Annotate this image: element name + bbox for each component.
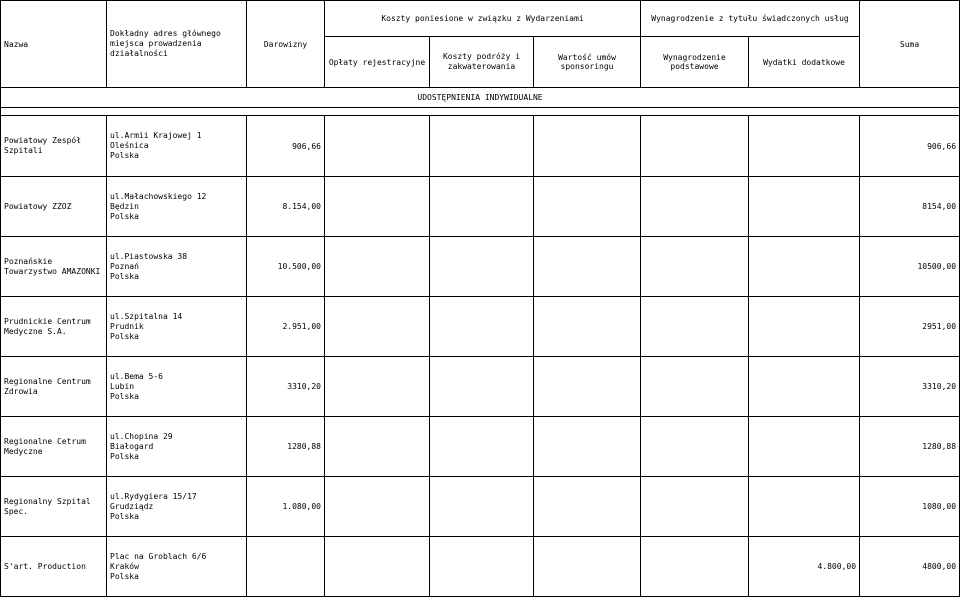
- wydatki-value: [749, 237, 860, 297]
- darowizny-value: [247, 537, 325, 597]
- address-street: ul.Rydygiera 15/17: [110, 491, 197, 501]
- header-koszty: Koszty poniesione w związku z Wydarzeniami: [325, 1, 641, 37]
- entity-name: S'art. Production: [1, 537, 107, 597]
- suma-value: 4800,00: [860, 537, 960, 597]
- entity-name: Poznańskie Towarzystwo AMAZONKI: [1, 237, 107, 297]
- darowizny-value: 1.080,00: [247, 477, 325, 537]
- entity-address: [107, 417, 247, 477]
- entity-name: Powiatowy Zespół Szpitali: [1, 116, 107, 177]
- address-street: ul.Szpitalna 14: [110, 311, 183, 321]
- address-city: Grudziądz: [110, 501, 154, 511]
- address-street: ul.Chopina 29: [110, 431, 173, 441]
- header-nazwa: Nazwa: [1, 1, 107, 88]
- entity-address: [107, 116, 247, 177]
- address-country: Polska: [110, 511, 139, 521]
- address-country: Polska: [110, 331, 139, 341]
- suma-value: 10500,00: [860, 237, 960, 297]
- entity-name: Regionalny Szpital Spec.: [1, 477, 107, 537]
- wydatki-value: [749, 477, 860, 537]
- address-country: Polska: [110, 151, 139, 160]
- address-country: Polska: [110, 391, 139, 401]
- entity-name: Regionalne Centrum Zdrowia: [1, 357, 107, 417]
- entity-address: [107, 357, 247, 417]
- header-adres: Dokładny adres głównego miejsca prowadzenia działalności: [107, 1, 247, 88]
- section-title: UDOSTĘPNIENIA INDYWIDUALNE: [1, 88, 960, 108]
- address-street: ul.Piastowska 38: [110, 251, 188, 261]
- header-wydatki: Wydatki dodatkowe: [749, 37, 860, 88]
- address-street: ul.Bema 5-6: [110, 371, 163, 381]
- address-city: Będzin: [110, 201, 139, 211]
- header-wynagrodzenie: Wynagrodzenie z tytułu świadczonych usług: [641, 1, 860, 37]
- entity-address: [107, 477, 247, 537]
- wydatki-value: 4.800,00: [749, 537, 860, 597]
- address-city: Poznań: [110, 261, 139, 271]
- suma-value: 3310,20: [860, 357, 960, 417]
- address-street: Plac na Groblach 6/6: [110, 551, 207, 561]
- table-row: [1, 297, 960, 357]
- suma-value: 2951,00: [860, 297, 960, 357]
- address-city: Lubin: [110, 381, 135, 391]
- address-city: Prudnik: [110, 321, 144, 331]
- darowizny-value: 2.951,00: [247, 297, 325, 357]
- header-suma: Suma: [860, 1, 960, 88]
- wydatki-value: [749, 297, 860, 357]
- address-street: ul.Armii Krajowej 1: [110, 131, 202, 140]
- address-country: Polska: [110, 271, 139, 281]
- entity-name: Regionalne Cetrum Medyczne: [1, 417, 107, 477]
- header-oplaty: Opłaty rejestracyjne: [325, 37, 430, 88]
- suma-value: 1080,00: [860, 477, 960, 537]
- spacer-row: [1, 108, 960, 116]
- wydatki-value: [749, 417, 860, 477]
- entity-name: Prudnickie Centrum Medyczne S.A.: [1, 297, 107, 357]
- address-city: Białogard: [110, 441, 154, 451]
- suma-value: 906,66: [860, 116, 960, 177]
- table-row: [1, 537, 960, 597]
- address-street: ul.Małachowskiego 12: [110, 191, 207, 201]
- address-country: Polska: [110, 451, 139, 461]
- darowizny-value: 3310,20: [247, 357, 325, 417]
- suma-value: 8154,00: [860, 177, 960, 237]
- wydatki-value: [749, 116, 860, 177]
- darowizny-value: 10.500,00: [247, 237, 325, 297]
- address-city: Kraków: [110, 561, 139, 571]
- darowizny-value: 1280,88: [247, 417, 325, 477]
- table-row: [1, 177, 960, 237]
- darowizny-value: 8.154,00: [247, 177, 325, 237]
- header-darowizny: Darowizny: [247, 1, 325, 88]
- entity-address: [107, 537, 247, 597]
- table-row: [1, 357, 960, 417]
- table-row: [1, 116, 960, 177]
- wydatki-value: [749, 357, 860, 417]
- entity-address: [107, 297, 247, 357]
- table-row: [1, 237, 960, 297]
- table-row: [1, 477, 960, 537]
- entity-name: Powiatowy ZZOZ: [1, 177, 107, 237]
- entity-address: [107, 237, 247, 297]
- darowizny-value: 906,66: [247, 116, 325, 177]
- wydatki-value: [749, 177, 860, 237]
- header-podroze: Koszty podróży i zakwaterowania: [430, 37, 534, 88]
- entity-address: [107, 177, 247, 237]
- address-city: Oleśnica: [110, 141, 149, 150]
- address-country: Polska: [110, 571, 139, 581]
- header-wartosc: Wartość umów sponsoringu: [534, 37, 641, 88]
- address-country: Polska: [110, 211, 139, 221]
- suma-value: 1280,88: [860, 417, 960, 477]
- table-row: [1, 417, 960, 477]
- header-wynagrodzenie-podstawowe: Wynagrodzenie podstawowe: [641, 37, 749, 88]
